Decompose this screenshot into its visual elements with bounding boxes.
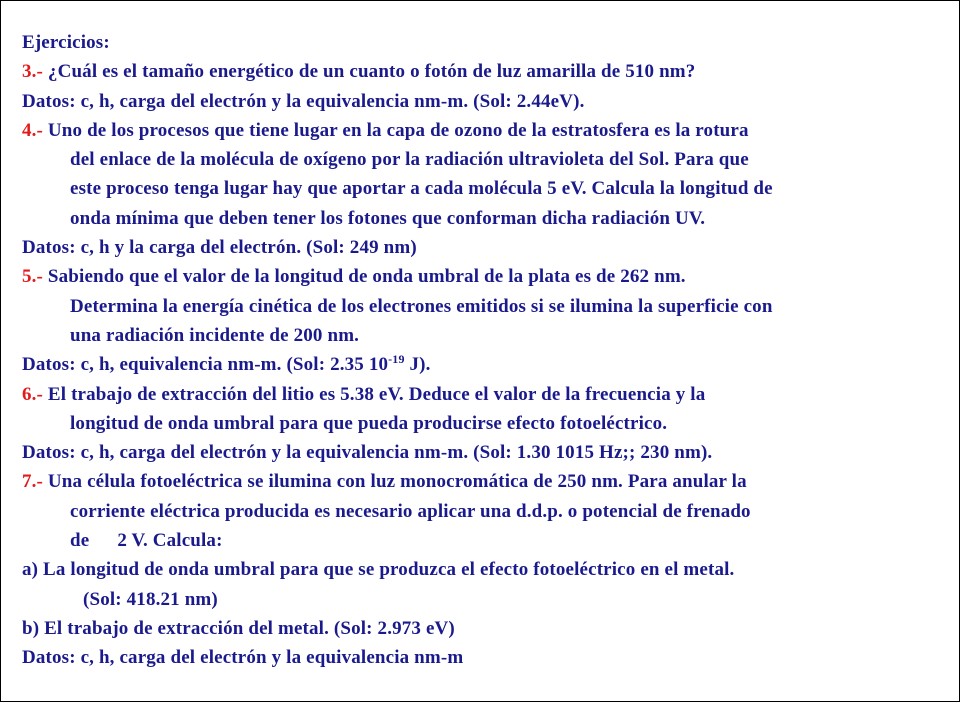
line-text: de: [70, 530, 90, 552]
exercise-4-datos: Datos: c, h y la carga del electrón. (Sol: 249 nm): [22, 237, 417, 259]
exercise-3-datos: Datos: c, h, carga del electrón y la equivalencia nm-m. (Sol: 2.44eV).: [22, 90, 585, 112]
exercise-number: 5.-: [22, 266, 44, 288]
exercise-7-part-a-solution: (Sol: 418.21 nm): [83, 588, 218, 610]
exercise-6-line: longitud de onda umbral para que pueda producirse efecto fotoeléctrico.: [70, 412, 668, 434]
exercise-7-question: [22, 467, 947, 496]
exercise-5-line: una radiación incidente de 200 nm.: [70, 324, 360, 346]
question-text: ¿Cuál es el tamaño energético de un cuanto o fotón de luz amarilla de 510 nm?: [43, 61, 696, 83]
heading: Ejercicios:: [22, 32, 110, 53]
exercise-7-part-a: a) La longitud de onda umbral para que se produzca el efecto fotoeléctrico en el metal.: [22, 559, 735, 581]
question-text: El trabajo de extracción del litio es 5.38 eV. Deduce el valor de la frecuencia y la: [43, 383, 706, 405]
question-text: Uno de los procesos que tiene lugar en la capa de ozono de la estratosfera es la rotura: [43, 119, 749, 141]
exercise-number: 4.-: [22, 119, 44, 141]
exponent: -19: [388, 352, 405, 367]
exercise-7-line: corriente eléctrica producida es necesario aplicar una d.d.p. o potencial de frenado: [70, 500, 751, 522]
exercise-6-question: [22, 380, 947, 409]
datos-unit: J).: [404, 354, 431, 376]
exercise-4-line: del enlace de la molécula de oxígeno por la radiación ultravioleta del Sol. Para que: [70, 149, 749, 171]
exercise-4-question: [22, 116, 947, 145]
exercise-7-line: [22, 526, 947, 555]
exercise-number: 6.-: [22, 383, 44, 405]
question-text: Sabiendo que el valor de la longitud de onda umbral de la plata es de 262 nm.: [43, 266, 686, 288]
exercise-number: 7.-: [22, 471, 44, 493]
exercise-5-line: Determina la energía cinética de los electrones emitidos si se ilumina la superficie con: [70, 295, 773, 317]
exercise-7-part-b: b) El trabajo de extracción del metal. (Sol: 2.973 eV): [22, 617, 455, 639]
line-text: 2 V. Calcula:: [117, 530, 223, 552]
exercise-5-datos: [22, 350, 947, 379]
exercise-5-question: [22, 262, 947, 291]
question-text: Una célula fotoeléctrica se ilumina con luz monocromática de 250 nm. Para anular la: [43, 471, 747, 493]
exercise-text: [22, 28, 947, 673]
exercise-7-datos: Datos: c, h, carga del electrón y la equivalencia nm-m: [22, 647, 464, 669]
exercise-4-line: onda mínima que deben tener los fotones que conforman dicha radiación UV.: [70, 207, 706, 229]
exercise-3-question: [22, 57, 947, 86]
exercise-4-line: este proceso tenga lugar hay que aportar a cada molécula 5 eV. Calcula la longitud de: [70, 178, 773, 200]
datos-text: Datos: c, h, equivalencia nm-m. (Sol: 2.35 10: [22, 354, 389, 376]
exercise-number: 3.-: [22, 61, 44, 83]
exercise-6-datos: Datos: c, h, carga del electrón y la equivalencia nm-m. (Sol: 1.30 1015 Hz;; 230 nm).: [22, 442, 713, 464]
